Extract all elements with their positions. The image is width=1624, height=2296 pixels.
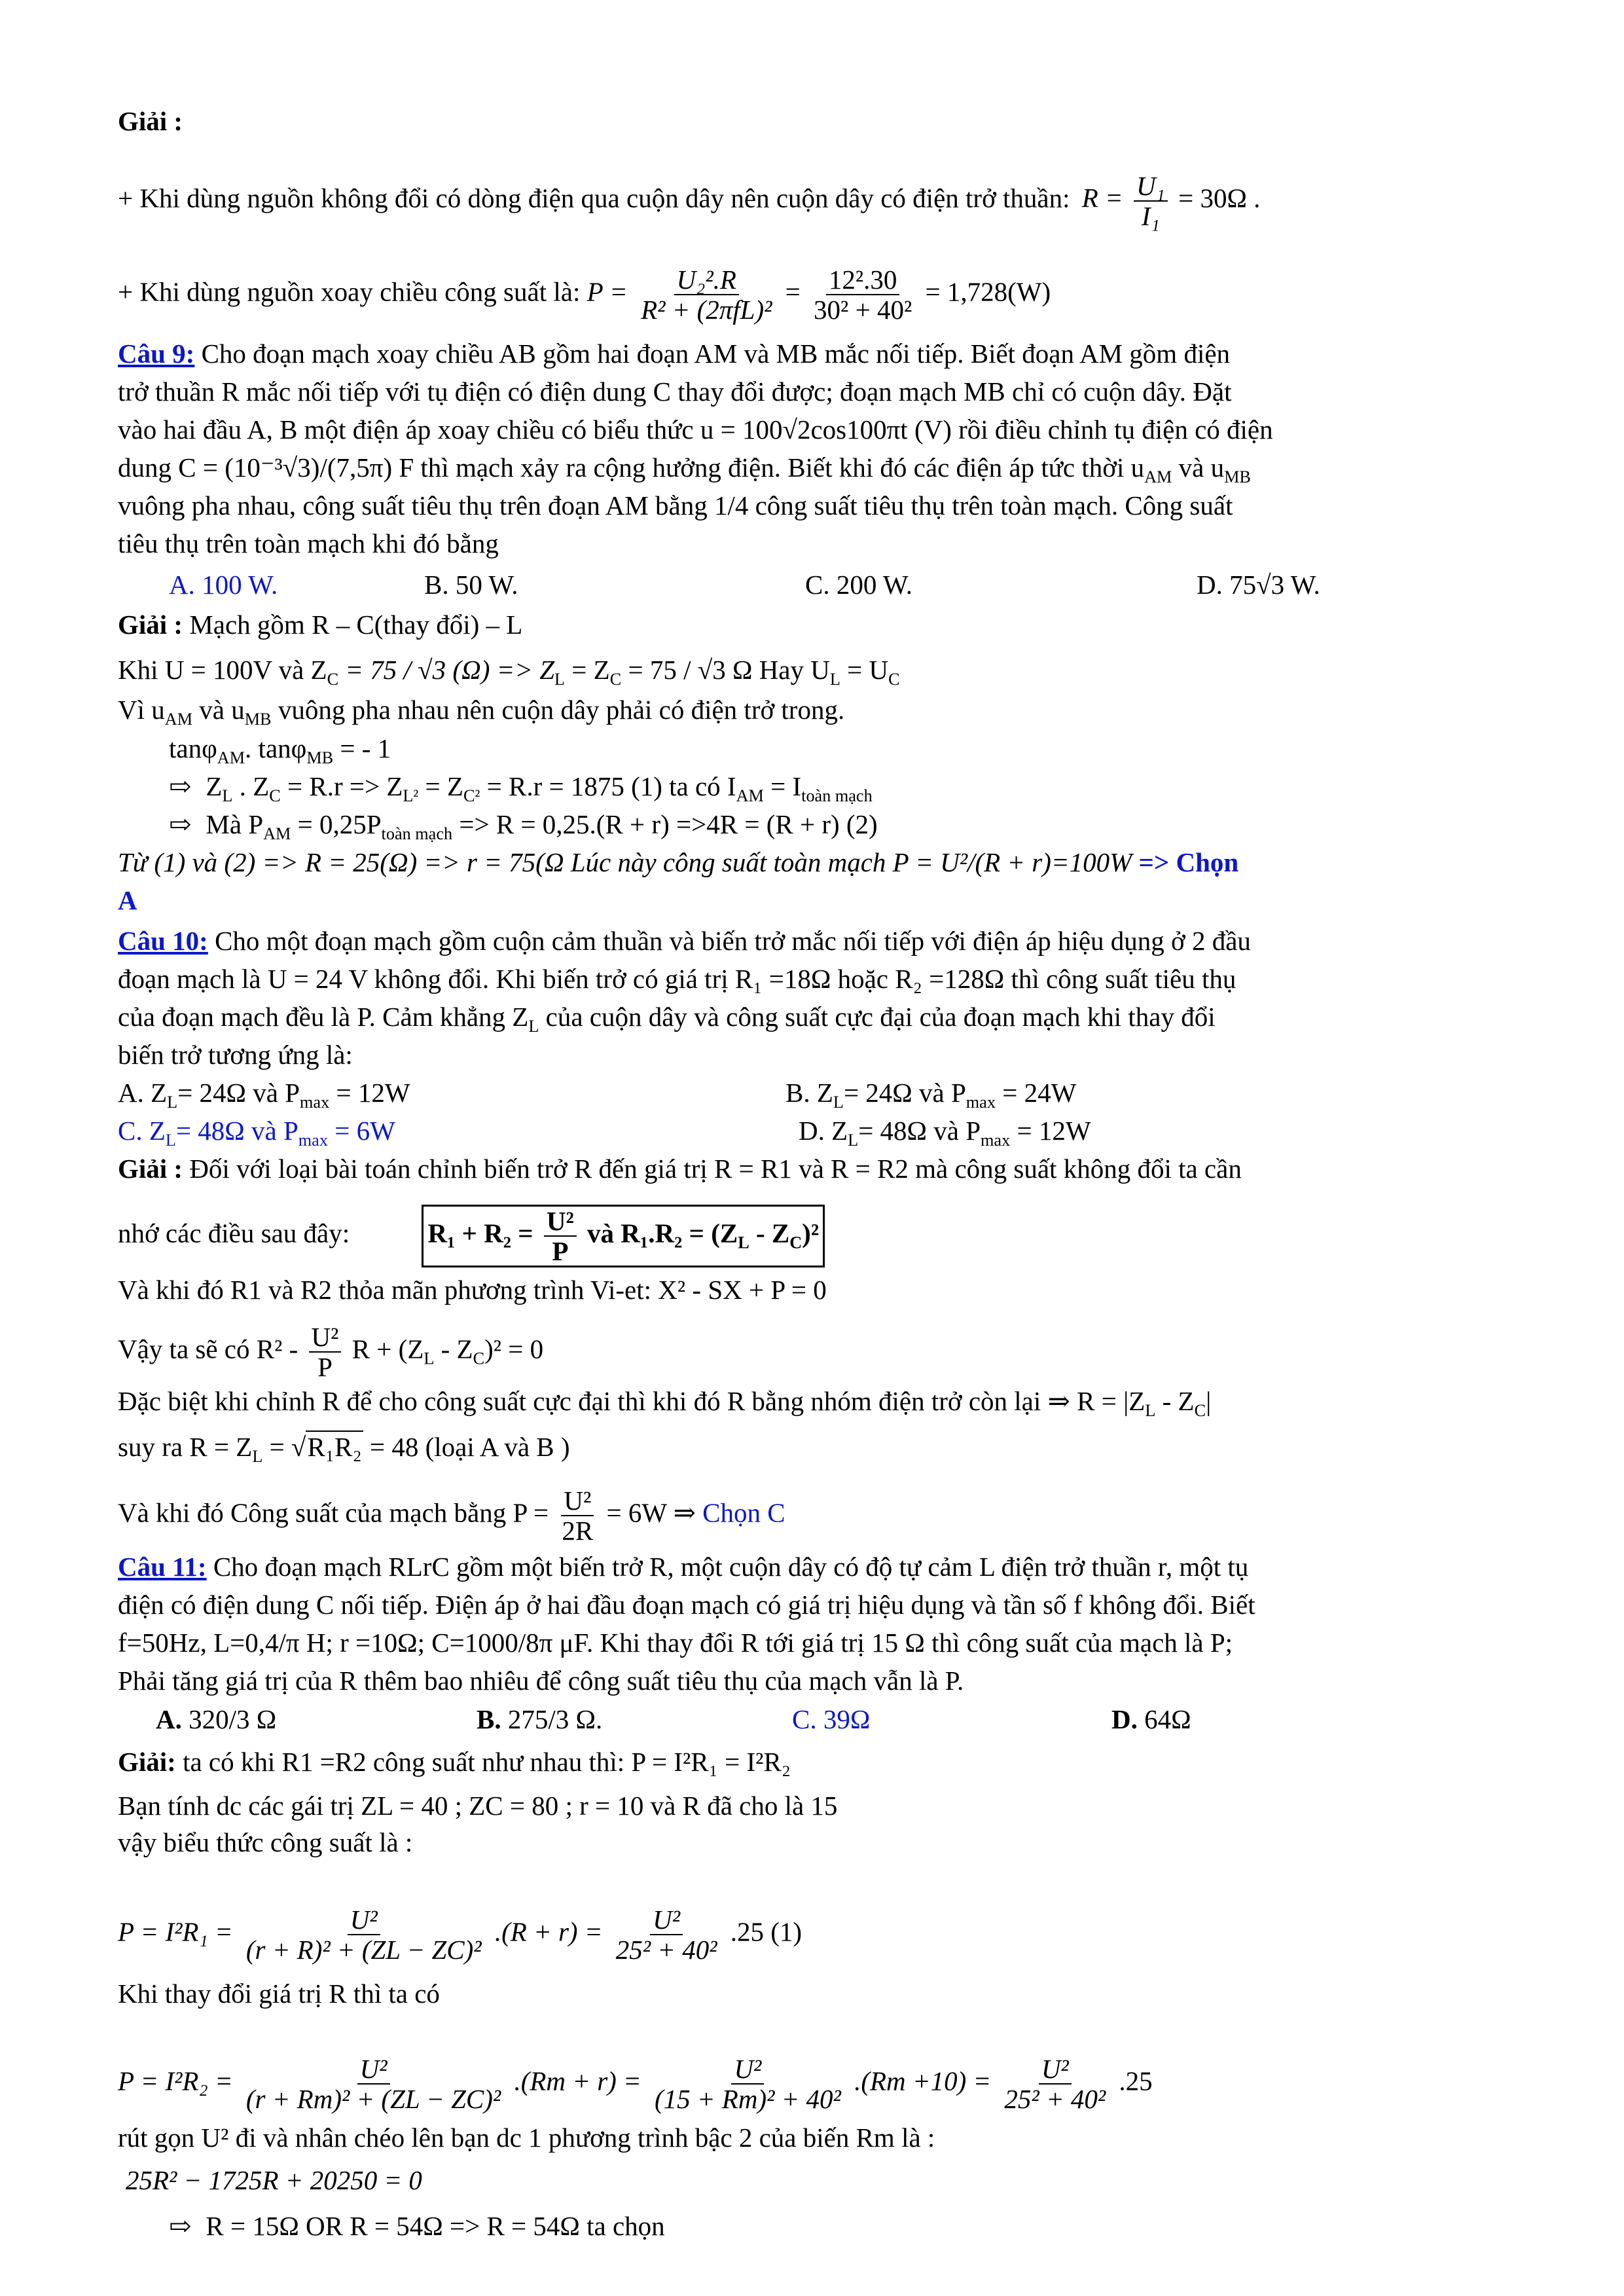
text: nhớ các điều sau đây: bbox=[118, 1218, 350, 1248]
q9-option-c: C. 200 W. bbox=[805, 570, 913, 600]
text: tanφ bbox=[169, 733, 217, 763]
text: | bbox=[1206, 1386, 1212, 1416]
text: Mà P bbox=[206, 809, 264, 839]
q10-text-2: đoạn mạch là U = 24 V không đổi. Khi biến trở có giá trị R₁ =18Ω hoặc R₂ =128Ω thì công suất tiêu thụ bbox=[118, 964, 1236, 994]
arrow-right-icon: ⇨ bbox=[169, 771, 192, 801]
text: = I bbox=[763, 771, 802, 801]
fraction-eq1-a bbox=[244, 1905, 484, 1964]
fraction-numerator: U² bbox=[309, 1322, 342, 1353]
q10-option-d bbox=[799, 1114, 1091, 1150]
sub: L² bbox=[403, 786, 419, 806]
text: Vì u bbox=[118, 695, 165, 725]
q10-option-a bbox=[118, 1076, 410, 1112]
text: => R = 0,25.(R + r) =>4R = (R + r) (2) bbox=[452, 809, 878, 839]
q10-text-3 bbox=[118, 1000, 1216, 1036]
fraction-eq2-a bbox=[244, 2054, 503, 2113]
question-label: Câu 11: bbox=[118, 1552, 207, 1582]
solution-heading: Giải: bbox=[118, 1747, 176, 1777]
sec8-line2-text: + Khi dùng nguồn xoay chiều công suất là: bbox=[118, 276, 581, 307]
text: Vậy ta sẽ có R² - bbox=[118, 1334, 298, 1364]
fraction-numerator: U₁ bbox=[1134, 172, 1168, 202]
text: suy ra R = Z bbox=[118, 1432, 253, 1462]
option-key: A. bbox=[156, 1704, 182, 1734]
text: = 6W bbox=[327, 1116, 395, 1146]
text: D. Z bbox=[799, 1116, 848, 1146]
q10-solution-2 bbox=[118, 1205, 825, 1267]
sub: L bbox=[848, 1131, 859, 1150]
text: = 12W bbox=[1010, 1116, 1091, 1146]
q11-line1 bbox=[118, 1550, 1248, 1583]
text: C. Z bbox=[118, 1116, 166, 1146]
q10-solution-3: Và khi đó R1 và R2 thỏa mãn phương trình Vi-et: X² - SX + P = 0 bbox=[118, 1275, 827, 1305]
text: = Z bbox=[565, 655, 610, 685]
q9-text-2: trở thuần R mắc nối tiếp với tụ điện có điện dung C thay đổi được; đoạn mạch MB chỉ có cuộn dây. Đặt bbox=[118, 376, 1232, 407]
text: .25 bbox=[1119, 2066, 1153, 2096]
q9-text-4a: dung C = (10⁻³√3)/(7,5π) F thì mạch xảy ra cộng hưởng điện. Biết khi đó các điện áp tức thời u bbox=[118, 452, 1145, 483]
q11-equation-2 bbox=[118, 2054, 1153, 2113]
formula-r-label: R = bbox=[1081, 183, 1123, 213]
fraction-eq2-c bbox=[1001, 2054, 1108, 2113]
fraction-power-2 bbox=[811, 265, 914, 324]
text: - Z bbox=[434, 1334, 473, 1364]
text: và R₁.R₂ = (Z bbox=[587, 1218, 738, 1248]
fraction-denominator: 30² + 40² bbox=[814, 295, 912, 325]
text: = U bbox=[840, 655, 889, 685]
sub: C bbox=[473, 1349, 485, 1368]
text: Và khi đó Công suất của mạch bằng P = bbox=[118, 1497, 549, 1528]
q9-option-b: B. 50 W. bbox=[424, 570, 518, 600]
text: = R.r => Z bbox=[280, 771, 403, 801]
fraction-u1-i1 bbox=[1134, 172, 1168, 230]
sub: C bbox=[327, 670, 339, 689]
sub: L bbox=[424, 1349, 435, 1368]
text: = 24W bbox=[995, 1078, 1077, 1108]
q10-option-b bbox=[785, 1076, 1077, 1112]
text: B. Z bbox=[785, 1078, 833, 1108]
option-value: 64Ω bbox=[1137, 1704, 1191, 1734]
text: = 75 / √3 Ω Hay U bbox=[621, 655, 830, 685]
text: = 48Ω và P bbox=[175, 1116, 298, 1146]
radical-content: R₁R₂ bbox=[307, 1432, 362, 1462]
arrow-right-icon: ⇨ bbox=[169, 2211, 192, 2241]
text: của cuộn dây và công suất cực đại của đoạn mạch khi thay đổi bbox=[539, 1002, 1216, 1032]
solution-heading: Giải : bbox=[118, 1154, 183, 1184]
q11-text-2: điện có điện dung C nối tiếp. Điện áp ở hai đầu đoạn mạch có giá trị hiệu dụng và tần số f không đổi. Biết bbox=[118, 1590, 1255, 1620]
sub-mb: MB bbox=[1224, 467, 1251, 487]
sub: L bbox=[833, 1093, 844, 1112]
q10-solution-1 bbox=[118, 1152, 1242, 1185]
sec8-line1 bbox=[118, 172, 1260, 230]
q9-solution-1 bbox=[118, 608, 522, 641]
q11-quadratic: 25R² − 1725R + 20250 = 0 bbox=[126, 2165, 422, 2195]
q10-solution-5 bbox=[118, 1385, 1212, 1421]
arrow-right-icon: ⇨ bbox=[169, 809, 192, 839]
q11-text-4: Phải tăng giá trị của R thêm bao nhiêu để công suất tiêu thụ của mạch vẫn là P. bbox=[118, 1666, 964, 1696]
fraction-u2-2r bbox=[559, 1486, 596, 1545]
sub: L bbox=[252, 1447, 263, 1467]
text: ta có khi R1 =R2 công suất như nhau thì: P = I²R₁ = I²R₂ bbox=[175, 1747, 791, 1777]
text: .25 (1) bbox=[730, 1916, 803, 1947]
sub: toàn mạch bbox=[801, 786, 873, 806]
q10-solution-4 bbox=[118, 1322, 543, 1381]
q11-option-a bbox=[156, 1703, 276, 1736]
q11-solution-2: Bạn tính dc các gái trị ZL = 40 ; ZC = 80 ; r = 10 và R đã cho là 15 bbox=[118, 1791, 838, 1821]
q11-solution-1 bbox=[118, 1745, 791, 1778]
q11-equation-1 bbox=[118, 1905, 802, 1964]
answer-choice: => Chọn bbox=[1132, 847, 1239, 877]
key-formula-box bbox=[422, 1205, 825, 1267]
text: )² = 0 bbox=[484, 1334, 544, 1364]
sub: C bbox=[1194, 1401, 1206, 1421]
q10-text-1: Cho một đoạn mạch gồm cuộn cảm thuần và biến trở mắc nối tiếp với điện áp hiệu dụng ở 2 đầu bbox=[215, 926, 1251, 956]
sub: L bbox=[1145, 1401, 1156, 1421]
sub: C bbox=[888, 670, 900, 689]
fraction-numerator: 12².30 bbox=[826, 265, 900, 295]
text: vuông pha nhau nên cuộn dây phải có điện trở trong. bbox=[271, 695, 845, 725]
text: )² bbox=[802, 1218, 820, 1248]
sub: max bbox=[981, 1131, 1011, 1150]
fraction-denominator: 25² + 40² bbox=[615, 1935, 717, 1965]
fraction-u2-p bbox=[309, 1322, 342, 1381]
sub: C bbox=[609, 670, 622, 689]
q11-solution-4: Khi thay đổi giá trị R thì ta có bbox=[118, 1978, 440, 2009]
q11-solution-7 bbox=[169, 2210, 665, 2242]
text: = 48Ω và P bbox=[858, 1116, 981, 1146]
question-label: Câu 9: bbox=[118, 338, 195, 369]
sub: toàn mạch bbox=[381, 824, 453, 844]
fraction-denominator: (r + R)² + (ZL − ZC)² bbox=[245, 1935, 482, 1965]
sub: C bbox=[789, 1233, 803, 1252]
sub: C bbox=[269, 786, 281, 806]
q9-text-1: Cho đoạn mạch xoay chiều AB gồm hai đoạn AM và MB mắc nối tiếp. Biết đoạn AM gồm điện bbox=[201, 338, 1231, 369]
text: P = I²R₁ = bbox=[118, 1916, 233, 1947]
sec8-line1-text: + Khi dùng nguồn không đổi có dòng điện qua cuộn dây nên cuộn dây có điện trở thuần: bbox=[118, 183, 1070, 213]
solution-heading: Giải : bbox=[118, 610, 183, 640]
text: R + (Z bbox=[352, 1334, 424, 1364]
sub: AM bbox=[164, 710, 193, 729]
fraction-u2-p bbox=[544, 1207, 577, 1266]
sub-am: AM bbox=[1144, 467, 1172, 487]
q9-solution-6 bbox=[169, 808, 878, 844]
sub: max bbox=[298, 1131, 328, 1150]
sub: L bbox=[222, 786, 233, 806]
fraction-numerator: U² bbox=[357, 2054, 390, 2085]
fraction-numerator: U² bbox=[731, 2054, 764, 2085]
text: R₁ + R₂ = bbox=[427, 1218, 533, 1248]
sub: L bbox=[165, 1131, 176, 1150]
sub: L bbox=[554, 670, 566, 689]
q9-solution-5 bbox=[169, 770, 873, 806]
sub: max bbox=[965, 1093, 996, 1112]
sub: AM bbox=[217, 748, 245, 768]
fraction-numerator: U² bbox=[561, 1486, 594, 1516]
sec8-line2: + Khi dùng nguồn xoay chiều công suất là: P = $\frac{\text{U₂².R}}{\text{R² + (2πfL)²}}$ = $\frac{\text{12².30}}{\text{30² + 40²}}$ = 1,728(W) bbox=[118, 264, 1051, 325]
text: P = I²R₂ = bbox=[118, 2066, 233, 2096]
text: Z bbox=[206, 771, 223, 801]
fraction-denominator: (15 + Rm)² + 40² bbox=[654, 2084, 841, 2114]
q10-line1 bbox=[118, 924, 1251, 957]
text: .(R + r) = bbox=[494, 1916, 603, 1947]
answer-letter: A bbox=[118, 885, 137, 915]
q11-solution-3: vậy biểu thức công suất là : bbox=[118, 1827, 413, 1857]
q9-solution-7 bbox=[118, 846, 1238, 879]
q10-text-4: biến trở tương ứng là: bbox=[118, 1040, 353, 1070]
text: = 75 / √3 (Ω) => Z bbox=[338, 655, 554, 685]
q9-text-5: vuông pha nhau, công suất tiêu thụ trên đoạn AM bằng 1/4 công suất tiêu thụ trên toàn mạch. Công suất bbox=[118, 490, 1233, 520]
option-value: 275/3 Ω. bbox=[501, 1704, 603, 1734]
fraction-numerator: U² bbox=[1039, 2054, 1072, 2085]
sub: AM bbox=[263, 824, 291, 844]
q9-solution-4 bbox=[169, 732, 391, 768]
text: .(Rm +10) = bbox=[854, 2066, 992, 2096]
q9-text-6: tiêu thụ trên toàn mạch khi đó bằng bbox=[118, 528, 499, 558]
text: . tanφ bbox=[245, 733, 307, 763]
text: = 0,25P bbox=[291, 809, 382, 839]
text: và u bbox=[192, 695, 245, 725]
text: Từ (1) và (2) => R = 25(Ω) => r = 75(Ω Lúc này công suất toàn mạch P = U²/(R + r)=100W bbox=[118, 847, 1132, 877]
option-key: D. bbox=[1111, 1704, 1138, 1734]
text: A. Z bbox=[118, 1078, 168, 1108]
q11-solution-5: rút gọn U² đi và nhân chéo lên bạn dc 1 phương trình bậc 2 của biến Rm là : bbox=[118, 2123, 935, 2153]
q10-solution-6 bbox=[118, 1430, 570, 1467]
sub: L bbox=[167, 1093, 178, 1112]
q9-solution-text: Mạch gồm R – C(thay đổi) – L bbox=[189, 610, 523, 640]
q9-option-a: A. 100 W. bbox=[169, 570, 278, 600]
q9-option-d: D. 75√3 W. bbox=[1197, 570, 1320, 600]
fraction-denominator: (r + Rm)² + (ZL − ZC)² bbox=[245, 2084, 501, 2114]
q9-line1 bbox=[118, 337, 1230, 370]
text: - Z bbox=[749, 1218, 790, 1248]
text: Đối với loại bài toán chỉnh biến trở R đến giá trị R = R1 và R = R2 mà công suất không đổi ta cần bbox=[183, 1154, 1242, 1184]
text: = R.r = 1875 (1) ta có I bbox=[480, 771, 736, 801]
q10-option-c bbox=[118, 1114, 395, 1150]
q9-text-4 bbox=[118, 451, 1251, 487]
fraction-numerator: U₂².R bbox=[674, 265, 739, 295]
text: R = 15Ω OR R = 54Ω => R = 54Ω ta chọn bbox=[206, 2211, 665, 2241]
q9-solution-2 bbox=[118, 653, 900, 689]
fraction-denominator: 2R bbox=[562, 1516, 594, 1546]
text: Đặc biệt khi chỉnh R để cho công suất cực đại thì khi đó R bằng nhóm điện trở còn lại ⇒ R = |Z bbox=[118, 1386, 1146, 1416]
formula-p-label: P = bbox=[586, 276, 628, 307]
q10-solution-7 bbox=[118, 1486, 785, 1545]
q11-text-1: Cho đoạn mạch RLrC gồm một biến trở R, một cuộn dây có độ tự cảm L điện trở thuần r, một tụ bbox=[213, 1552, 1249, 1582]
sub: max bbox=[300, 1093, 330, 1112]
formula-value: = 1,728(W) bbox=[925, 276, 1051, 307]
fraction-denominator: P bbox=[552, 1236, 569, 1266]
text: của đoạn mạch đều là P. Cảm khẳng Z bbox=[118, 1002, 529, 1032]
text: = 24Ω và P bbox=[177, 1078, 300, 1108]
q9-text-3: vào hai đầu A, B một điện áp xoay chiều có biểu thức u = 100√2cos100πt (V) rồi điều chỉnh tụ điện có điện bbox=[118, 414, 1273, 445]
q11-option-b bbox=[477, 1703, 602, 1736]
sub: AM bbox=[736, 786, 764, 806]
fraction-numerator: U² bbox=[544, 1207, 577, 1237]
sub: C² bbox=[463, 786, 480, 806]
text: - Z bbox=[1155, 1386, 1195, 1416]
text: = 6W ⇒ bbox=[606, 1497, 703, 1528]
sub: L bbox=[528, 1017, 539, 1036]
answer-choice: Chọn C bbox=[702, 1497, 785, 1528]
sub: L bbox=[829, 670, 840, 689]
text: = Z bbox=[418, 771, 463, 801]
q11-option-c: C. 39Ω bbox=[792, 1704, 871, 1734]
q9-text-4b: và u bbox=[1172, 452, 1225, 483]
question-label: Câu 10: bbox=[118, 926, 208, 956]
option-value: 320/3 Ω bbox=[181, 1704, 277, 1734]
text: = 48 (loại A và B ) bbox=[363, 1432, 570, 1462]
sub: MB bbox=[306, 748, 334, 768]
sub: MB bbox=[244, 710, 272, 729]
fraction-denominator: R² + (2πfL)² bbox=[641, 295, 772, 325]
fraction-eq1-b bbox=[613, 1905, 720, 1964]
fraction-denominator: 25² + 40² bbox=[1004, 2084, 1106, 2114]
formula-value: = 30Ω . bbox=[1178, 183, 1261, 213]
text: = - 1 bbox=[333, 733, 391, 763]
fraction-power-1 bbox=[638, 265, 774, 324]
text: .(Rm + r) = bbox=[514, 2066, 641, 2096]
q11-text-3: f=50Hz, L=0,4/π H; r =10Ω; C=1000/8π μF. Khi thay đổi R tới giá trị 15 Ω thì công suất của mạch là P; bbox=[118, 1628, 1233, 1658]
solution-heading: Giải : bbox=[118, 106, 183, 136]
q11-option-d bbox=[1111, 1703, 1191, 1736]
option-key: B. bbox=[477, 1704, 501, 1734]
sub: L bbox=[738, 1233, 749, 1252]
q9-solution-3 bbox=[118, 693, 845, 729]
fraction-denominator: P bbox=[317, 1352, 333, 1382]
text: = 12W bbox=[329, 1078, 410, 1108]
fraction-numerator: U² bbox=[348, 1905, 380, 1935]
fraction-denominator: I₁ bbox=[1141, 201, 1160, 231]
fraction-numerator: U² bbox=[650, 1905, 683, 1935]
fraction-eq2-b bbox=[652, 2054, 844, 2113]
text: . Z bbox=[232, 771, 270, 801]
text: = 24Ω và P bbox=[843, 1078, 966, 1108]
text: = √ bbox=[262, 1432, 306, 1462]
text: Khi U = 100V và Z bbox=[118, 655, 327, 685]
